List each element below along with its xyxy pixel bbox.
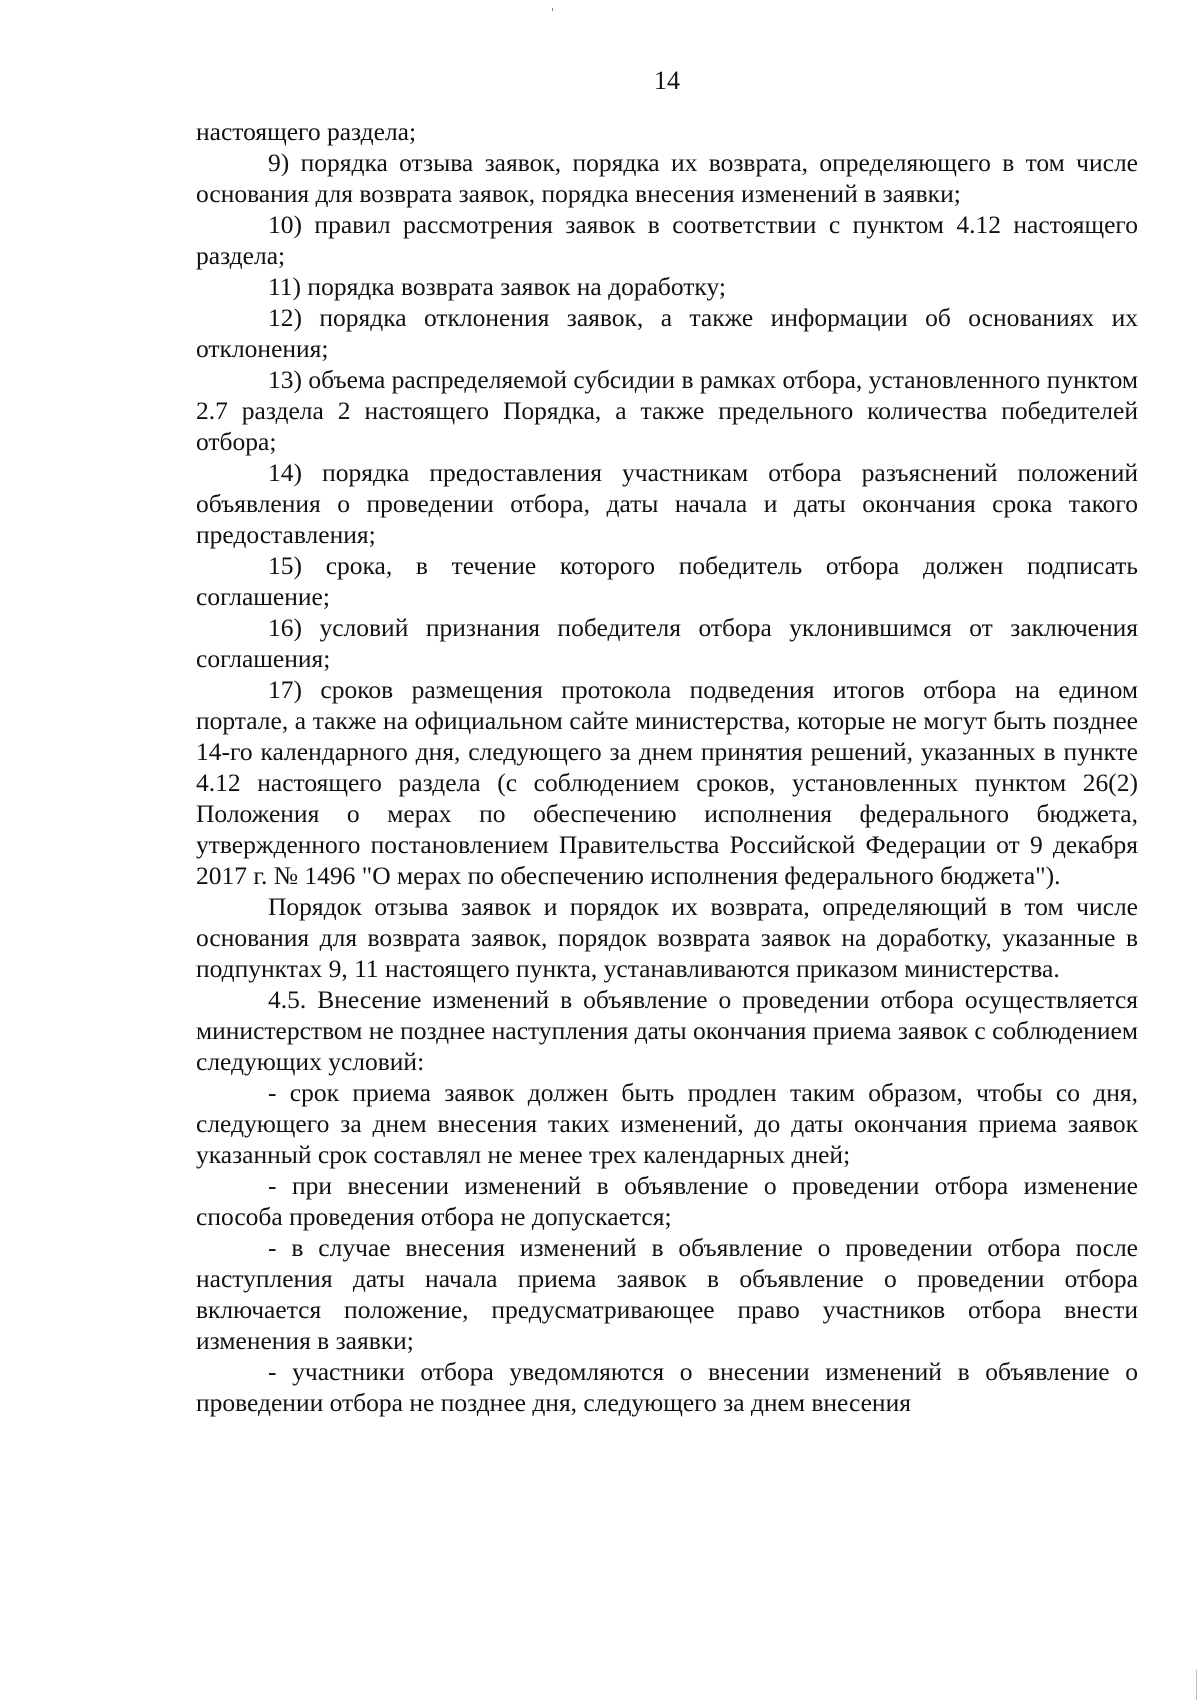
list-item-12: 12) порядка отклонения заявок, а также информации об основаниях их отклонения;	[196, 303, 1138, 363]
dash-item-deadline-extension: - срок приема заявок должен быть продлен таким образом, чтобы со дня, следующего за днем внесения таких изменений, до даты окончания приема заявок указанный срок составлял не менее трех календарных дней;	[196, 1078, 1138, 1169]
paragraph-continuation: настоящего раздела;	[196, 117, 417, 146]
list-item-11: 11) порядка возврата заявок на доработку;	[268, 272, 726, 301]
paragraph-withdrawal-procedure: Порядок отзыва заявок и порядок их возврата, определяющий в том числе основания для возврата заявок, порядок возврата заявок на доработку, указанные в подпунктах 9, 11 настоящего пункта, устанавливаются приказом министерства.	[196, 892, 1138, 983]
page-number: 14	[654, 66, 680, 95]
list-item-15: 15) срока, в течение которого победитель отбора должен подписать соглашение;	[196, 551, 1138, 611]
list-item-17: 17) сроков размещения протокола подведения итогов отбора на едином портале, а также на официальном сайте министерства, которые не могут быть позднее 14-го календарного дня, следующего за днем принятия решений, указанных в пункте 4.12 настоящего раздела (с соблюдением сроков, установленных пунктом 26(2) Положения о мерах по обеспечению исполнения федерального бюджета, утвержденного постановлением Правительства Российской Федерации от 9 декабря 2017 г. № 1496 "О мерах по обеспечению исполнения федерального бюджета").	[196, 675, 1138, 890]
list-item-9: 9) порядка отзыва заявок, порядка их возврата, определяющего в том числе основания для возврата заявок, порядка внесения изменений в заявки;	[196, 148, 1138, 208]
list-item-14: 14) порядка предоставления участникам отбора разъяснений положений объявления о проведении отбора, даты начала и даты окончания срока такого предоставления;	[196, 458, 1138, 549]
list-item-16: 16) условий признания победителя отбора уклонившимся от заключения соглашения;	[196, 613, 1138, 673]
paragraph-4-5: 4.5. Внесение изменений в объявление о проведении отбора осуществляется министерством не позднее наступления даты окончания приема заявок с соблюдением следующих условий:	[196, 985, 1138, 1076]
dash-item-applications-change: - в случае внесения изменений в объявление о проведении отбора после наступления даты начала приема заявок в объявление о проведении отбора включается положение, предусматривающее право участников отбора внести изменения в заявки;	[196, 1233, 1138, 1355]
dash-item-method-change: - при внесении изменений в объявление о проведении отбора изменение способа проведения отбора не допускается;	[196, 1171, 1138, 1231]
scan-artifact-top	[552, 8, 553, 11]
dash-item-notification: - участники отбора уведомляются о внесении изменений в объявление о проведении отбора не позднее дня, следующего за днем внесения	[196, 1357, 1138, 1417]
list-item-13: 13) объема распределяемой субсидии в рамках отбора, установленного пунктом 2.7 раздела 2 настоящего Порядка, а также предельного количества победителей отбора;	[196, 365, 1138, 456]
list-item-10: 10) правил рассмотрения заявок в соответствии с пунктом 4.12 настоящего раздела;	[196, 210, 1138, 270]
scan-artifact-right-edge	[1196, 1670, 1197, 1700]
document-body	[196, 116, 1138, 1418]
